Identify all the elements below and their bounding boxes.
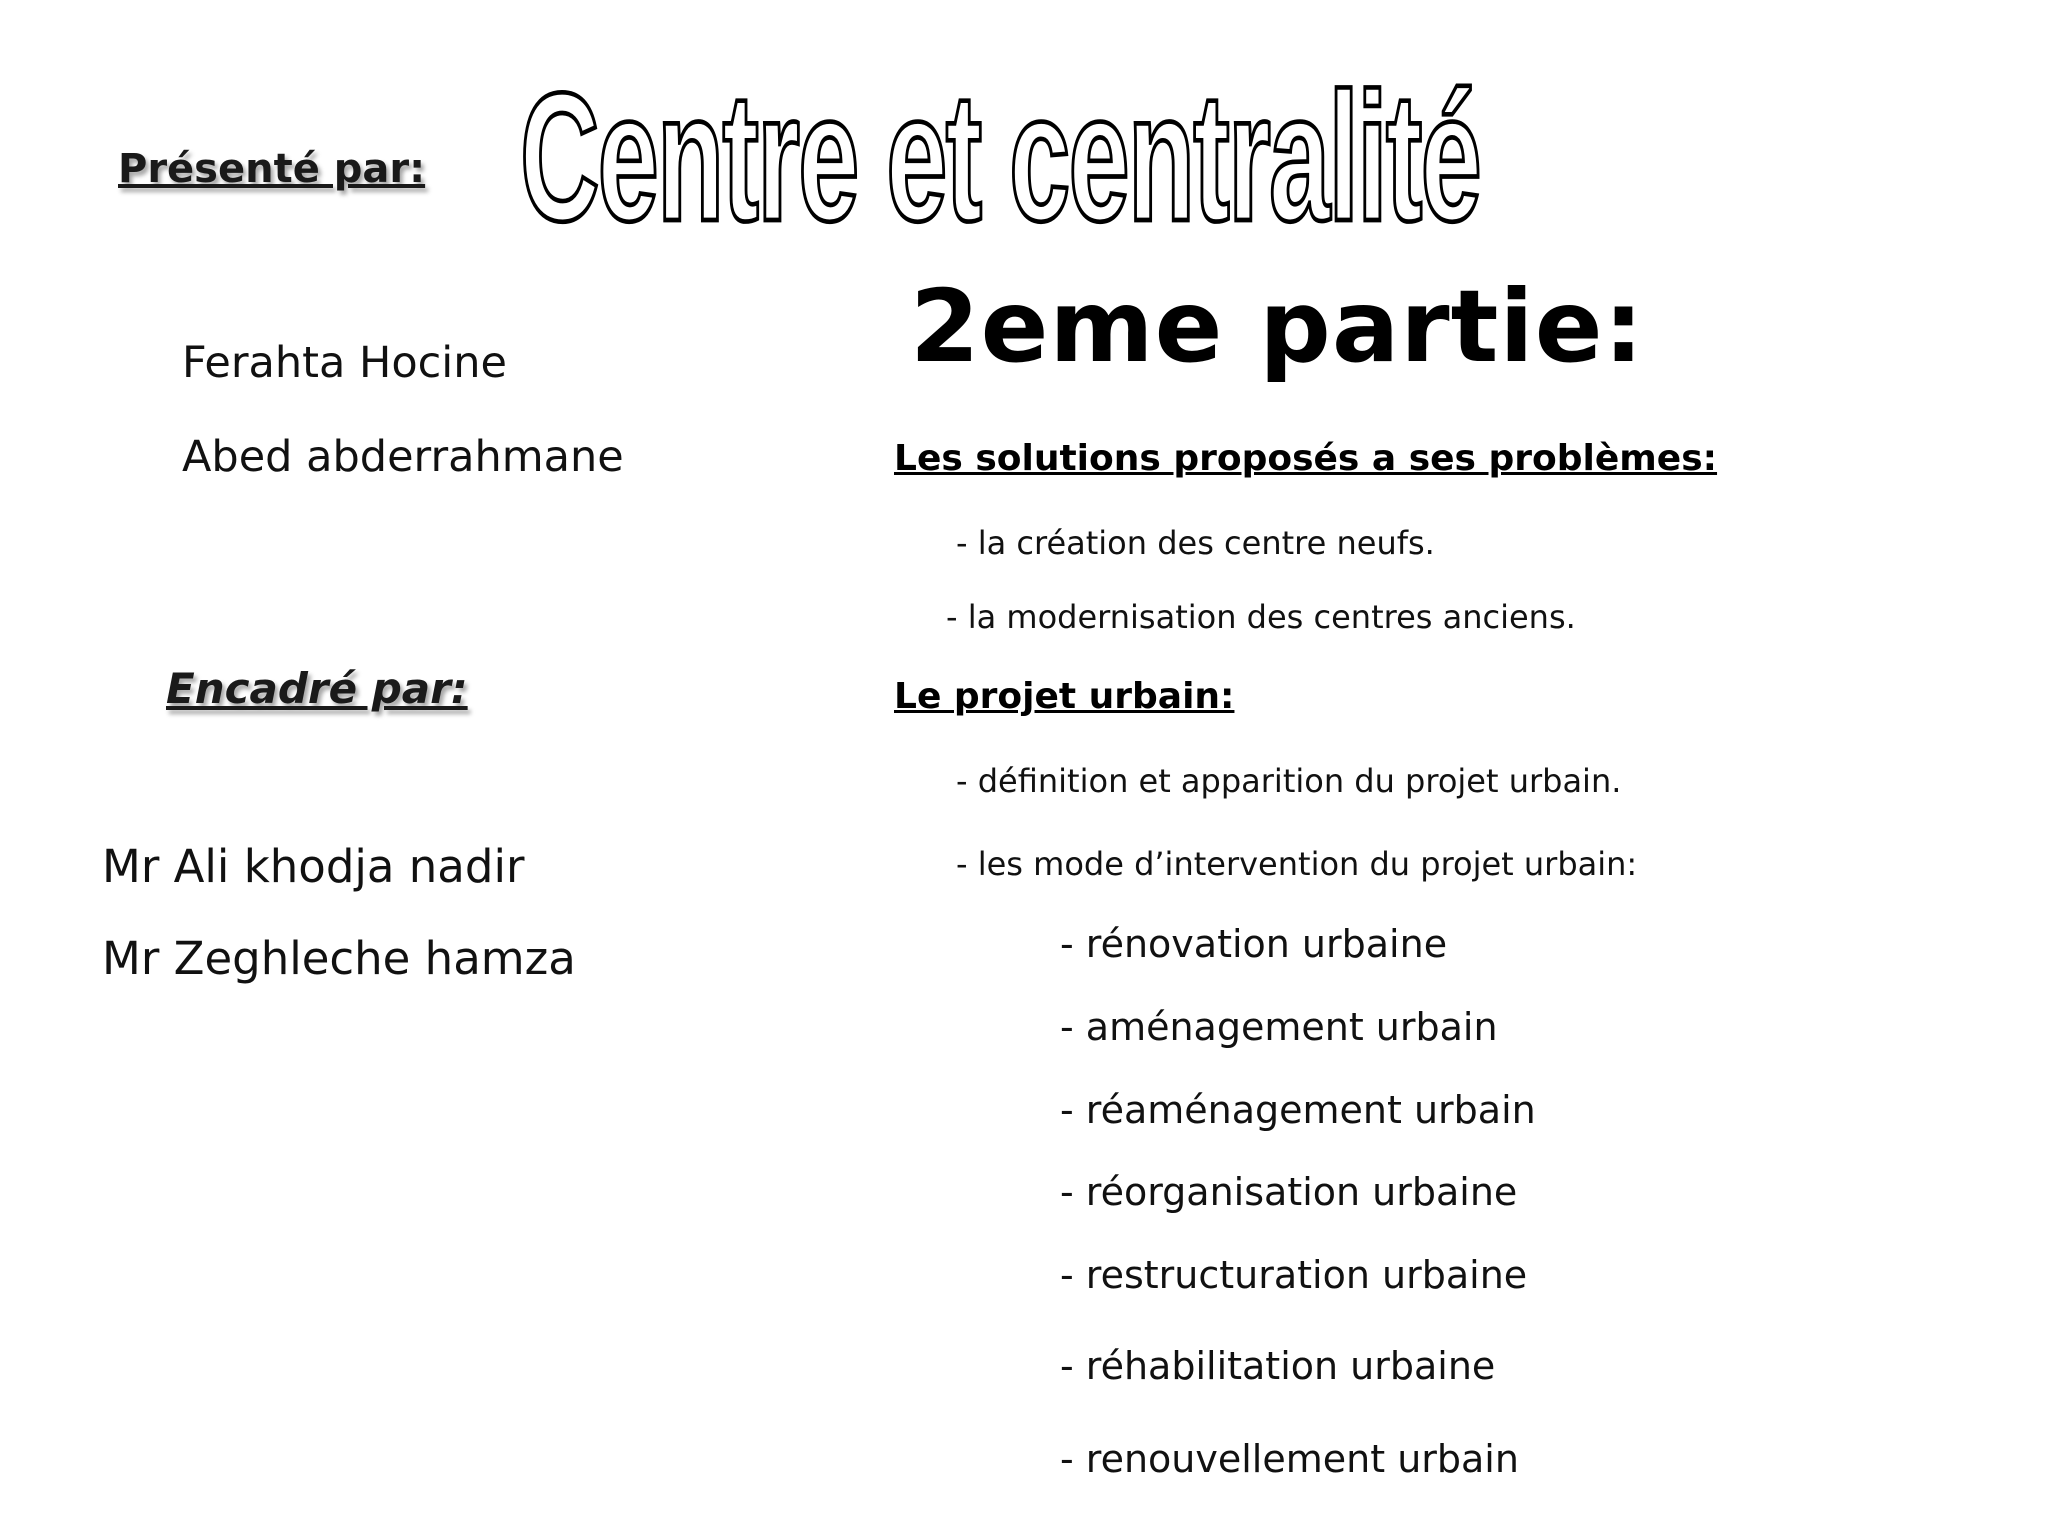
intervention-mode-item: - rénovation urbaine <box>1060 922 1448 966</box>
part-heading: 2eme partie: <box>910 268 1645 385</box>
solution-item: - la modernisation des centres anciens. <box>946 598 1576 636</box>
intervention-mode-item: - réhabilitation urbaine <box>1060 1344 1496 1388</box>
solutions-heading: Les solutions proposés a ses problèmes: <box>894 438 1718 479</box>
supervised-by-label: Encadré par: <box>166 664 468 713</box>
presented-by-label: Présenté par: <box>118 146 426 192</box>
supervisor-name: Mr Zeghleche hamza <box>102 932 576 985</box>
intervention-mode-item: - renouvellement urbain <box>1060 1437 1519 1481</box>
title-wordart <box>500 30 1500 240</box>
solution-item: - la création des centre neufs. <box>956 524 1435 562</box>
intervention-mode-item: - aménagement urbain <box>1060 1005 1498 1049</box>
urban-project-item: - les mode d’intervention du projet urbain: <box>956 845 1638 883</box>
presenter-name: Abed abderrahmane <box>182 432 624 482</box>
urban-project-item: - définition et apparition du projet urbain. <box>956 762 1622 800</box>
intervention-mode-item: - réaménagement urbain <box>1060 1088 1536 1132</box>
intervention-mode-item: - restructuration urbaine <box>1060 1253 1528 1297</box>
urban-project-heading: Le projet urbain: <box>894 676 1235 717</box>
supervisor-name: Mr Ali khodja nadir <box>102 840 525 893</box>
presenter-name: Ferahta Hocine <box>182 338 507 388</box>
intervention-mode-item: - réorganisation urbaine <box>1060 1170 1518 1214</box>
page-title: Centre et centralité <box>519 54 1480 240</box>
